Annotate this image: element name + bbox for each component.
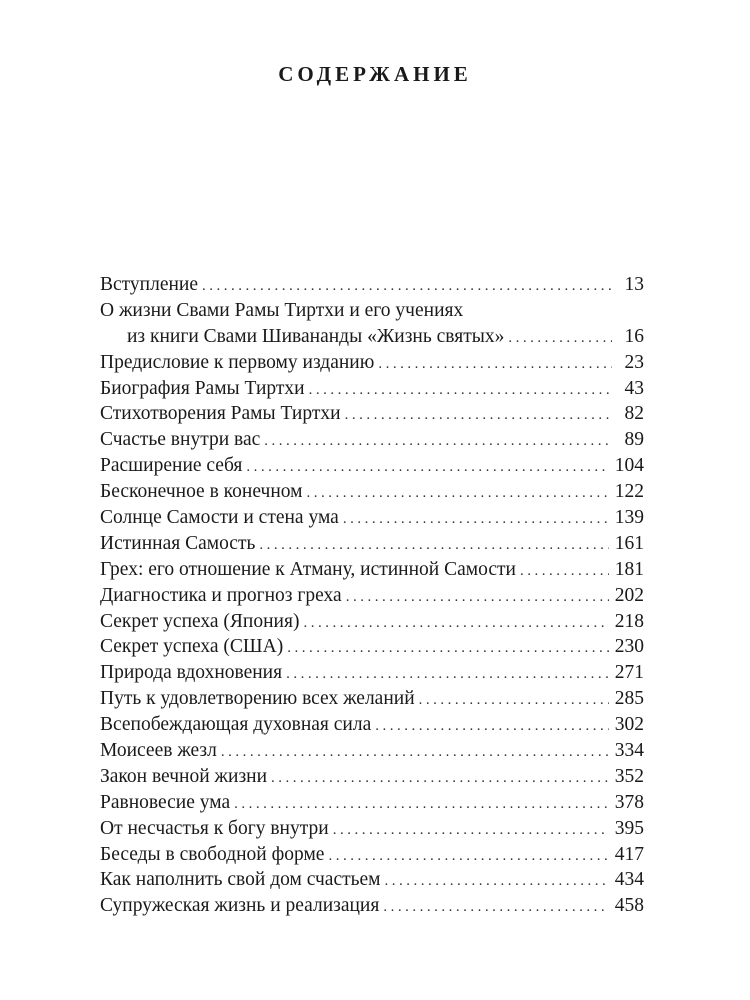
toc-entry [100,427,644,453]
toc-title: Путь к удовлетворению всех желаний [100,688,415,710]
dot-leader [419,688,609,714]
dot-leader [202,274,612,300]
toc-entry [100,583,644,609]
toc-title: Равновесие ума [100,791,231,813]
toc-title: Солнце Самости и стена ума [100,507,339,529]
toc-entry [100,867,644,893]
toc-page-number: 218 [614,610,644,632]
toc-entry [100,557,644,583]
toc-page-number: 122 [614,481,644,503]
toc-entry [100,298,644,350]
toc-title: Стихотворения Рамы Тиртхи [100,403,341,425]
toc-entry [100,764,644,790]
toc-title-continuation: из книги Свами Шивананды «Жизнь святых» [127,325,505,347]
dot-leader [286,662,609,688]
toc-entry [100,738,644,764]
toc-entry [100,686,644,712]
toc-page-number: 104 [614,455,644,477]
toc-title: Как наполнить свой дом счастьем [100,869,381,891]
toc-title: Счастье внутри вас [100,429,261,451]
toc-page-number: 458 [614,895,644,917]
dot-leader [345,403,612,429]
toc-entry [100,634,644,660]
toc-title: Вступление [100,274,199,295]
toc-entry [100,893,644,919]
toc-page-number: 23 [624,351,644,373]
dot-leader [383,895,608,921]
toc-title: Секрет успеха (Япония) [100,610,300,632]
toc-entry [100,531,644,557]
dot-leader [309,378,612,404]
toc-title: Бесконечное в конечном [100,481,303,503]
toc-title: Моисеев жезл [100,740,217,762]
toc-title: От несчастья к богу внутри [100,817,329,839]
toc-page-number: 285 [614,688,644,710]
toc-page-number: 89 [624,429,644,451]
toc-page-number: 43 [624,377,644,399]
toc-page-number: 417 [614,843,644,865]
toc-page-number: 302 [614,714,644,736]
dot-leader [264,429,612,455]
toc-page-number: 161 [614,532,644,554]
toc-entry [100,660,644,686]
toc-entry [100,401,644,427]
dot-leader [234,792,609,818]
dot-leader [333,818,609,844]
toc-page-number: 378 [614,791,644,813]
toc-page-number: 181 [614,558,644,580]
dot-leader [385,869,609,895]
table-of-contents [100,272,644,919]
toc-page-number: 352 [614,765,644,787]
page-title: СОДЕРЖАНИЕ [278,62,472,86]
toc-entry [100,376,644,402]
toc-page-number: 202 [614,584,644,606]
toc-page-number: 82 [624,403,644,425]
dot-leader [378,352,612,378]
toc-title: Грех: его отношение к Атману, истинной Самости [100,558,516,580]
toc-entry [100,816,644,842]
dot-leader [271,766,609,792]
toc-page-number: 434 [614,869,644,891]
dot-leader [246,455,608,481]
toc-page-number: 271 [614,662,644,684]
dot-leader [221,740,609,766]
toc-title: Расширение себя [100,455,243,477]
toc-entry [100,505,644,531]
toc-entry [100,479,644,505]
toc-entry [100,609,644,635]
dot-leader [375,714,609,740]
toc-page-number: 139 [614,507,644,529]
toc-title: О жизни Свами Рамы Тиртхи и его учениях [100,299,464,321]
dot-leader [287,636,609,662]
toc-entry [100,453,644,479]
dot-leader [346,585,609,611]
dot-leader [343,507,609,533]
toc-title: Секрет успеха (США) [100,636,284,658]
toc-title: Супружеская жизнь и реализация [100,895,380,917]
toc-title: Диагностика и прогноз греха [100,584,342,606]
toc-page-number: 13 [624,274,644,295]
toc-page-number: 16 [624,325,644,347]
toc-title: Природа вдохновения [100,662,283,684]
dot-leader [328,844,608,870]
toc-title: Предисловие к первому изданию [100,351,375,373]
dot-leader [303,611,608,637]
toc-entry [100,842,644,868]
toc-title: Беседы в свободной форме [100,843,325,865]
toc-title: Закон вечной жизни [100,765,268,787]
dot-leader [508,326,612,352]
toc-page-number: 230 [614,636,644,658]
toc-page-number: 334 [614,740,644,762]
toc-title: Всепобеждающая духовная сила [100,714,372,736]
toc-title: Истинная Самость [100,532,256,554]
toc-entry [100,350,644,376]
toc-entry [100,712,644,738]
dot-leader [520,559,609,585]
toc-title: Биография Рамы Тиртхи [100,377,305,399]
dot-leader [306,481,608,507]
toc-page-number: 395 [614,817,644,839]
dot-leader [259,533,608,559]
toc-entry [100,790,644,816]
toc-entry [100,272,644,298]
